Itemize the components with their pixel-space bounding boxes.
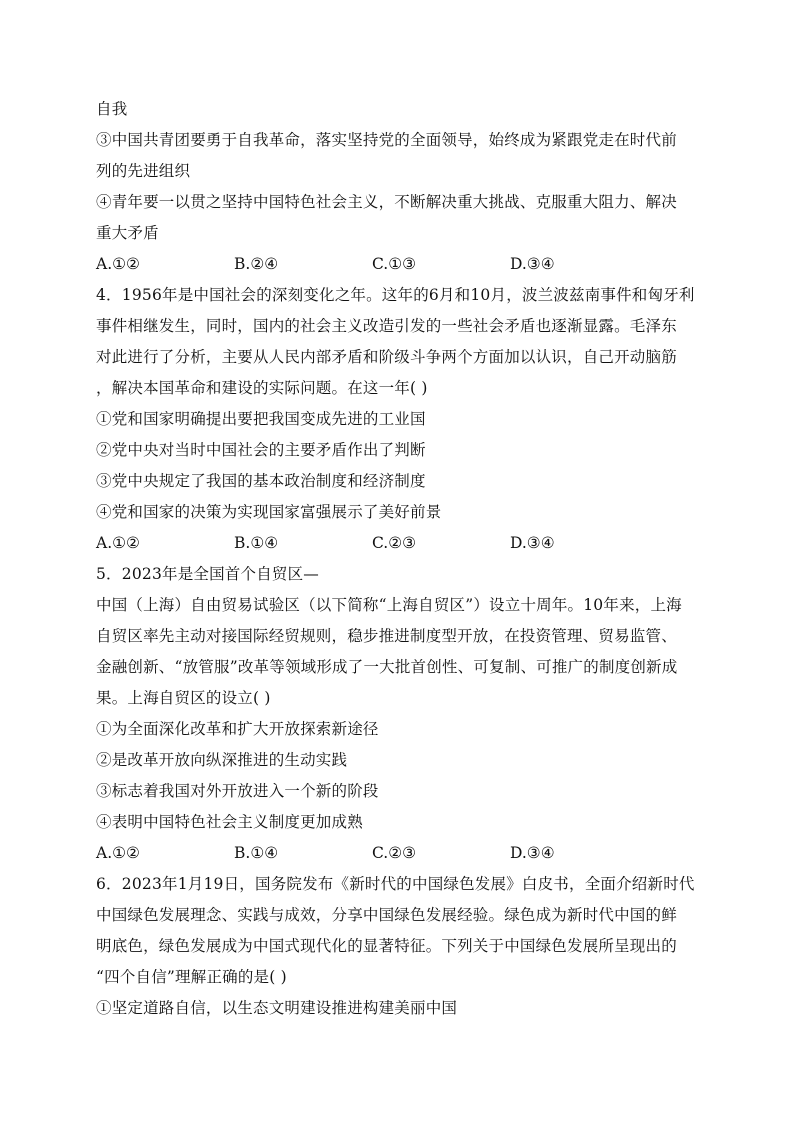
answer-options [96, 249, 702, 280]
choice-statement-1: ①坚定道路自信，以生态文明建设推进构建美丽中国 [96, 999, 458, 1017]
choice-statement-2: ②党中央对当时中国社会的主要矛盾作出了判断 [96, 441, 426, 459]
choice-statement-1: ①党和国家明确提出要把我国变成先进的工业国 [96, 410, 426, 428]
question-stem: 金融创新、“放管服”改革等领域形成了一大批首创性、可复制、可推广的制度创新成 [96, 658, 678, 676]
choice-statement-2: ②是改革开放向纵深推进的生动实践 [96, 751, 348, 769]
question-stem: 中国绿色发展理念、实践与成效，分享中国绿色发展经验。绿色成为新时代中国的鲜 [96, 906, 677, 924]
option-b: B.①④ [234, 534, 279, 552]
text-line: 重大矛盾 [96, 224, 159, 242]
answer-options [96, 528, 702, 559]
question-stem: ，解决本国革命和建设的实际问题。在这一年( ) [96, 379, 428, 397]
question-stem: 5．2023年是全国首个自贸区— [96, 565, 320, 583]
text-line: 列的先进组织 [96, 162, 191, 180]
option-d: D.③④ [510, 255, 555, 273]
question-stem: 对此进行了分析，主要从人民内部矛盾和阶级斗争两个方面加以认识，自己开动脑筋 [96, 348, 677, 366]
question-3-tail [96, 94, 702, 280]
question-stem: “四个自信”理解正确的是( ) [96, 968, 287, 986]
choice-statement-4: ④表明中国特色社会主义制度更加成熟 [96, 813, 363, 831]
text-line: 自我 [96, 100, 128, 118]
question-4 [96, 280, 702, 559]
question-stem: 4．1956年是中国社会的深刻变化之年。这年的6月和10月，波兰波兹南事件和匈牙利 [96, 286, 695, 304]
choice-statement-4: ④党和国家的决策为实现国家富强展示了美好前景 [96, 503, 442, 521]
option-c: C.②③ [372, 844, 417, 862]
choice-statement-3: ③中国共青团要勇于自我革命，落实坚持党的全面领导，始终成为紧跟党走在时代前 [96, 131, 677, 149]
option-b: B.①④ [234, 844, 279, 862]
exam-page [96, 94, 702, 1024]
question-stem: 中国（上海）自由贸易试验区（以下简称“上海自贸区”）设立十周年。10年来，上海 [96, 596, 682, 614]
answer-options [96, 838, 702, 869]
option-d: D.③④ [510, 534, 555, 552]
question-5 [96, 559, 702, 869]
choice-statement-3: ③党中央规定了我国的基本政治制度和经济制度 [96, 472, 426, 490]
choice-statement-1: ①为全面深化改革和扩大开放探索新途径 [96, 720, 379, 738]
question-stem: 自贸区率先主动对接国际经贸规则，稳步推进制度型开放，在投资管理、贸易监管、 [96, 627, 677, 645]
question-stem: 果。上海自贸区的设立( ) [96, 689, 271, 707]
question-6 [96, 869, 702, 1024]
choice-statement-4: ④青年要一以贯之坚持中国特色社会主义，不断解决重大挑战、克服重大阻力、解决 [96, 193, 677, 211]
option-d: D.③④ [510, 844, 555, 862]
option-c: C.①③ [372, 255, 417, 273]
option-a: A.①② [96, 255, 140, 273]
option-b: B.②④ [234, 255, 279, 273]
question-stem: 事件相继发生，同时，国内的社会主义改造引发的一些社会矛盾也逐渐显露。毛泽东 [96, 317, 677, 335]
option-a: A.①② [96, 534, 140, 552]
question-stem: 6．2023年1月19日，国务院发布《新时代的中国绿色发展》白皮书，全面介绍新时代 [96, 875, 695, 893]
option-c: C.②③ [372, 534, 417, 552]
option-a: A.①② [96, 844, 140, 862]
choice-statement-3: ③标志着我国对外开放进入一个新的阶段 [96, 782, 379, 800]
question-stem: 明底色，绿色发展成为中国式现代化的显著特征。下列关于中国绿色发展所呈现出的 [96, 937, 677, 955]
